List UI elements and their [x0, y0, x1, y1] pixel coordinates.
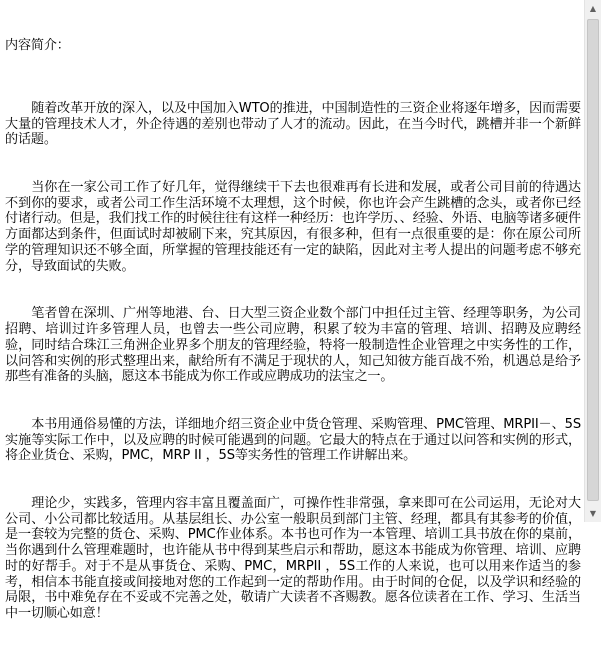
arrow-down-icon: ▼: [589, 508, 597, 518]
paragraph-1: 随着改革开放的深入，以及中国加入WTO的推进，中国制造性的三资企业将逐年增多，因而需要大量的管理技术人才，外企待遇的差别也带动了人才的流动。因此，在当今时代，跳槽并非一个新鲜的话题。: [5, 100, 581, 148]
arrow-up-icon: ▲: [589, 3, 597, 13]
scroll-down-button[interactable]: [585, 505, 601, 522]
scrollbar-thumb[interactable]: [587, 19, 599, 501]
vertical-scrollbar[interactable]: [584, 0, 601, 522]
document-text-area[interactable]: [5, 6, 581, 622]
paragraph-3: 笔者曾在深圳、广州等地港、台、日大型三资企业数个部门中担任过主管、经理等职务，为公司招聘、培训过许多管理人员，也曾去一些公司应聘，积累了较为丰富的管理、培训、招聘及应聘经验，同时结合珠江三角洲企业界多个朋友的管理经验，特将一般制造性企业管理之中实务性的工作，以问答和实例的形式整理出来，献给所有不满足于现状的人，知己知彼方能百战不殆，机遇总是给予那些有准备的头脑，愿这本书能成为你工作或应聘成功的法宝之一。: [5, 306, 581, 385]
paragraph-2: 当你在一家公司工作了好几年，觉得继续干下去也很难再有长进和发展，或者公司目前的待遇达不到你的要求，或者公司工作生活环境不太理想，这个时候，你也许会产生跳槽的念头，或者你已经付诸行动。但是，我们找工作的时候往往有这样一种经历：也许学历、、经验、外语、电脑等诸多硬件方面都达到条件，但面试时却被刷下来，究其原因，有很多种，但有一点很重要的是：你在原公司所学的管理知识还不够全面，所掌握的管理技能还有一定的缺陷，因此对主考人提出的问题考虑不够充分，导致面试的失败。: [5, 179, 581, 274]
paragraph-5: 理论少，实践多，管理内容丰富且覆盖面广，可操作性非常强，拿来即可在公司运用，无论对大公司、小公司都比较适用。从基层组长、办公室一般职员到部门主管、经理，都具有其参考的价值，是一套较为完整的货仓、采购、PMC作业体系。本书也可作为一本管理、培训工具书放在你的桌前，当你遇到什么管理难题时，也许能从书中得到某些启示和帮助，愿这本书能成为你管理、培训、应聘时的好帮手。对于不是从事货仓、采购、PMC，MRPII ，5S工作的人来说，也可以用来作适当的参考，相信本书能直接或间接地对您的工作起到一定的帮助作用。由于时间的仓促，以及学识和经验的局限，书中难免存在不妥或不完善之处，敬请广大读者不吝赐教。愿各位读者在工作、学习、生活当中一切顺心如意！: [5, 495, 581, 622]
scroll-up-button[interactable]: [585, 0, 601, 17]
paragraph-4: 本书用通俗易懂的方法，详细地介绍三资企业中货仓管理、采购管理、PMC管理、MRPII－、5S实施等实际工作中，以及应聘的时候可能遇到的问题。它最大的特点在于通过以问答和实例的形式，将企业货仓、采购，PMC，MRP II ，5S等实务性的管理工作讲解出来。: [5, 416, 581, 464]
content-heading: 内容简介：: [5, 37, 70, 53]
